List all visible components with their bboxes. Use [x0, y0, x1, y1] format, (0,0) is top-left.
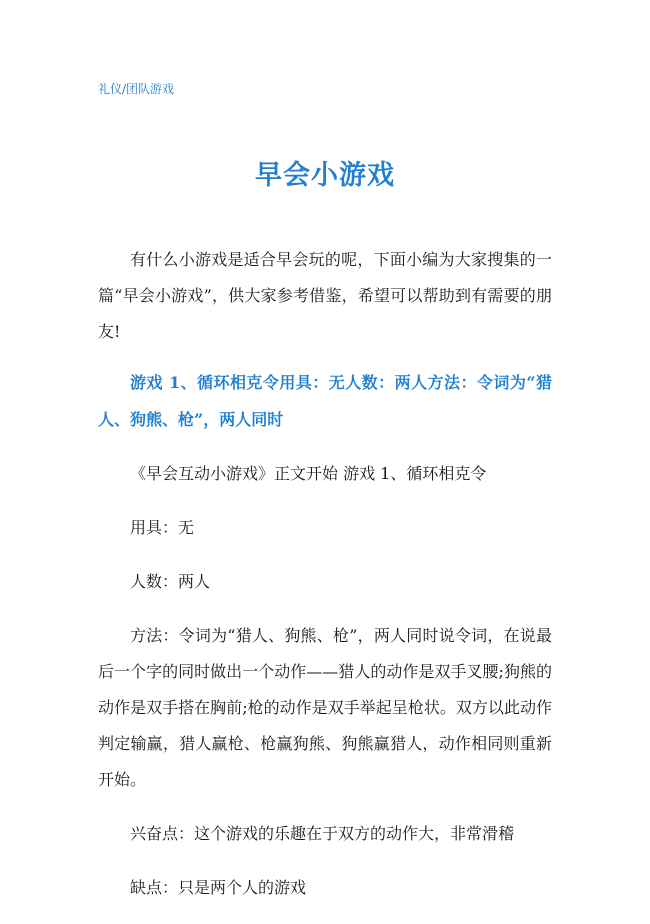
body-paragraph: 《早会互动小游戏》正文开始 游戏 1、循环相克令 [130, 464, 487, 483]
body-paragraph: 缺点：只是两个人的游戏 [130, 878, 307, 897]
section-heading: 游戏 1、循环相克令用具：无人数：两人方法：令词为“猎人、狗熊、枪”，两人同时 [98, 373, 552, 429]
body-paragraph: 用具：无 [130, 518, 195, 537]
article-body [98, 242, 552, 924]
category-breadcrumb[interactable]: 礼仪/团队游戏 [98, 82, 175, 96]
body-paragraph: 人数：两人 [130, 572, 211, 591]
intro-paragraph: 有什么小游戏是适合早会玩的呢，下面小编为大家搜集的一篇“早会小游戏”，供大家参考借鉴，希望可以帮助到有需要的朋友! [98, 250, 552, 341]
body-paragraph: 兴奋点：这个游戏的乐趣在于双方的动作大，非常滑稽 [130, 824, 515, 843]
page-title: 早会小游戏 [255, 160, 395, 191]
body-paragraph: 方法：令词为“猎人、狗熊、枪”，两人同时说令词，在说最后一个字的同时做出一个动作——猎人的动作是双手叉腰;狗熊的动作是双手搭在胸前;枪的动作是双手举起呈枪状。双方以此动作判定输赢，猎人赢枪、枪赢狗熊、狗熊赢猎人，动作相同则重新开始。 [98, 626, 552, 789]
